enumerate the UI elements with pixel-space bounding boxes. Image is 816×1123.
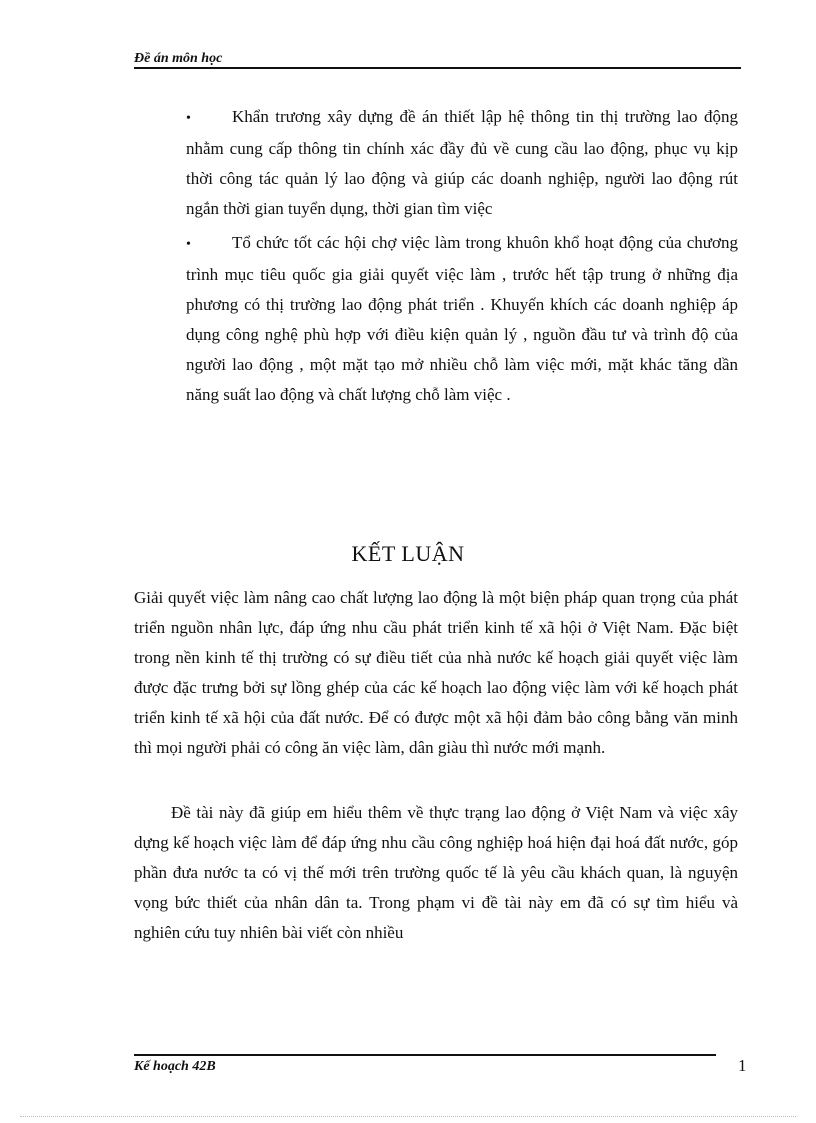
footer-divider: [134, 1054, 716, 1056]
paragraph: Đề tài này đã giúp em hiểu thêm về thực trạng lao động ở Việt Nam và việc xây dựng kế hoạch việc làm để đáp ứng nhu cầu công nghiệp hoá hiện đại hoá đất nước, góp phần đưa nước ta có vị thế mới trên trường quốc tế là yêu cầu khách quan, là nguyện vọng bức thiết của nhân dân ta. Trong phạm vi đề tài này em đã có sự tìm hiểu và nghiên cứu tuy nhiên bài viết còn nhiều: [134, 803, 738, 942]
bullet-marker: •: [186, 111, 191, 126]
bullet-marker: •: [186, 237, 191, 252]
footer-label: Kế hoạch 42B: [134, 1059, 216, 1074]
page-number: 1: [738, 1056, 747, 1075]
bullet-text: Tổ chức tốt các hội chợ việc làm trong khuôn khổ hoạt động của chương trình mục tiêu quốc gia giải quyết việc làm , trước hết tập trung ở những địa phương có thị trường lao động phát triển . Khuyến khích các doanh nghiệp áp dụng công nghệ phù hợp với điều kiện quản lý , nguồn đầu tư và trình độ của người lao động , một mặt tạo mở nhiều chỗ làm việc mới, mặt khác tăng dần năng suất lao động và chất lượng chỗ làm việc .: [186, 233, 738, 404]
header-divider: [134, 67, 741, 69]
paragraph: Giải quyết việc làm nâng cao chất lượng lao động là một biện pháp quan trọng của phát triển nguồn nhân lực, đáp ứng nhu cầu phát triển kinh tế xã hội ở Việt Nam. Đặc biệt trong nền kinh tế thị trường có sự điều tiết của nhà nước kế hoạch giải quyết việc làm được đặc trưng bởi sự lồng ghép của các kế hoạch lao động việc làm với kế hoạch phát triển kinh tế xã hội của đất nước. Để có được một xã hội đảm bảo công bằng văn minh thì mọi người phải có công ăn việc làm, dân giàu thì nước mới mạnh.: [134, 588, 738, 757]
bullet-list: [186, 102, 738, 414]
section-title: KẾT LUẬN: [351, 541, 465, 566]
header-title: Đề án môn học: [134, 51, 223, 66]
bullet-item: [186, 102, 738, 224]
bullet-text: Khẩn trương xây dựng đề án thiết lập hệ thông tin thị trường lao động nhằm cung cấp thông tin chính xác đầy đủ về cung cầu lao động, phục vụ kịp thời công tác quản lý lao động và giúp các doanh nghiệp, người lao động rút ngắn thời gian tuyển dụng, thời gian tìm việc: [186, 107, 738, 218]
bullet-item: [186, 228, 738, 410]
page-edge-divider: [20, 1116, 796, 1117]
